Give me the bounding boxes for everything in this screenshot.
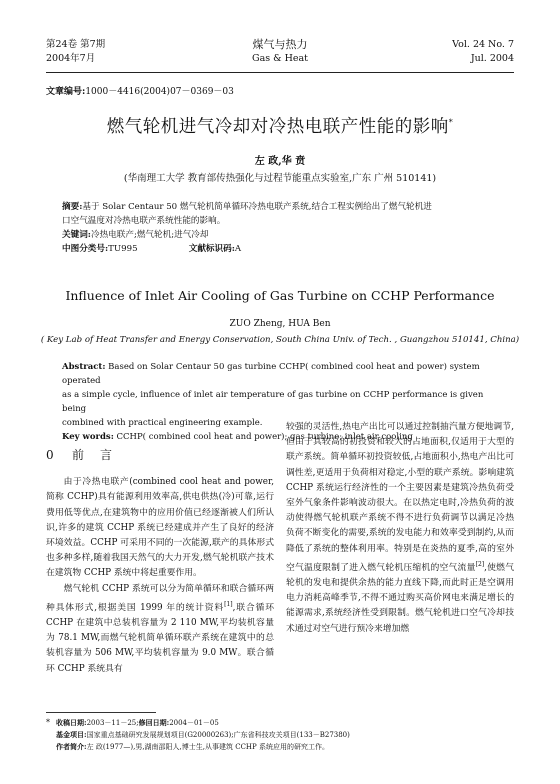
intro-paragraph-2a: 燃气轮机 CCHP 系统可以分为简单循环和联合循环两种具体形式,根据美国 1999 年的统计资料 (46, 583, 274, 613)
abstract-en-text2: as a simple cycle, influence of inlet air temperature of gas turbine on CCHP performance is given being (62, 390, 484, 414)
article-number-value: 1000－4416(2004)07－0369－03 (85, 87, 234, 97)
authors-cn: 左 政,华 贲 (254, 156, 306, 167)
footnote-rule (46, 712, 156, 713)
keywords-en-label: Key words: (62, 432, 114, 442)
doc-value: A (234, 244, 242, 254)
received-label: 收稿日期: (56, 718, 87, 727)
keywords-cn-label: 关键词: (62, 230, 91, 240)
clc-code (62, 242, 186, 256)
classification-row (62, 242, 498, 256)
right-paragraph-b: ,使燃气轮机的发电和提供余热的能力直线下降,而此时正是空调用电力消耗高峰季节,不得不通过购买高价网电来满足增长的能源需求,系统经济性受到限制。燃气轮机进口空气冷却技术通过对空气进行预冷来增加燃 (286, 562, 514, 634)
clc-label: 中图分类号: (62, 244, 109, 254)
footnote-bullet: * (46, 718, 50, 727)
journal-name-cn: 煤气与热力 (252, 38, 308, 51)
header-date-cn: 2004年7月 (46, 53, 96, 64)
intro-paragraph-2b: ,联合循环 CCHP 在建筑中总装机容量为 2 110 MW,平均装机容量为 78.1 MW,而燃气轮机简单循环联产系统在建筑中的总装机容量为 506 MW,平均装机容量为 9.0 MW。联合循环 CCHP 系统具有 (46, 602, 275, 674)
affiliation-cn: (华南理工大学 教育部传热强化与过程节能重点实验室,广东 广州 510141) (123, 173, 437, 184)
abstract-cn (62, 200, 498, 256)
header-rule (46, 72, 514, 73)
citation-ref-1: [1] (224, 600, 233, 608)
title-cn-text: 燃气轮机进气冷却对冷热电联产性能的影响 (106, 117, 449, 137)
section-number: 0 (46, 448, 54, 462)
abstract-en-label: Abstract: (62, 362, 106, 372)
abstract-cn-label: 摘要: (62, 202, 83, 212)
doc-code (189, 242, 241, 256)
right-column (286, 420, 514, 637)
fund-label: 基金项目: (56, 730, 87, 739)
abstract-en-line1 (62, 360, 498, 388)
authors-en: ZUO Zheng, HUA Ben (229, 319, 331, 329)
affiliation-en: ( Key Lab of Heat Transfer and Energy Conservation, South China Univ. of Tech. , Guangzhou 510141, China) (40, 335, 520, 345)
doc-label: 文献标识码: (188, 244, 235, 254)
keywords-cn-text: 冷热电联产;燃气轮机;进气冷却 (90, 230, 209, 240)
header-volume-en (452, 38, 514, 66)
title-cn (0, 113, 560, 138)
abstract-en-text3: combined with practical engineering example. (62, 418, 263, 428)
section-title: 前言 (72, 448, 129, 462)
citation-ref-2: [2] (475, 560, 485, 568)
intro-paragraph-2 (46, 582, 274, 677)
running-header (46, 38, 514, 72)
left-column (46, 448, 274, 677)
abstract-cn-text2: 口空气温度对冷热电联产系统性能的影响。 (62, 216, 226, 226)
footnote-dates (56, 717, 520, 729)
keywords-cn (62, 228, 498, 242)
abstract-en-text1: Based on Solar Centaur 50 gas turbine CCHP( combined cool heat and power) system operated (62, 362, 480, 386)
footnote-fund (56, 729, 520, 741)
revised-label: 修回日期: (138, 718, 170, 727)
fund-text: 国家重点基础研究发展规划项目(G20000263);广东省科技攻关项目(133－B27380) (86, 731, 350, 739)
received-date: 2003－11－25; (86, 719, 139, 727)
footnote-author (56, 741, 520, 753)
section-heading (46, 448, 274, 463)
clc-value: TU995 (108, 244, 138, 254)
header-journal (46, 38, 514, 66)
title-footnote-mark: * (448, 118, 454, 128)
abstract-cn-text1: 基于 Solar Centaur 50 燃气轮机简单循环冷热电联产系统,结合工程实例给出了燃气轮机进 (82, 202, 432, 212)
right-paragraph-a: 较强的灵活性,热电产出比可以通过控制抽汽量方便地调节,但由于其较高的初投资和较大的占地面积,仅适用于大型的联产系统。简单循环初投资较低,占地面积小,热电产出比可调性差,更适用于负荷相对稳定,小型的联产系统。影响建筑 CCHP 系统运行经济性的一个主要因素是建筑冷热负荷受室外气象条件影响波动很大。在以热定电时,冷热负荷的波动使得燃气轮机联产系统不得不进行负荷调节以满足冷热负荷不断变化的需要,系统的发电能力和效率受到制约,从而降低了系统的整体利用率。特别是在炎热的夏季,高的室外空气温度限制了进入燃气轮机压缩机的空气流量 (286, 422, 514, 573)
journal-name-en: Gas & Heat (251, 53, 308, 64)
footnote (46, 717, 520, 753)
author-bio-text: 左 政(1977—),男,湖南邵阳人,博士生,从事建筑 CCHP 系统应用的研究工作。 (86, 743, 329, 751)
article-number-label: 文章编号: (46, 87, 86, 97)
abstract-cn-line1 (62, 200, 498, 214)
header-volume-issue-cn: 第24卷 第7期 (46, 39, 106, 50)
author-bio-label: 作者简介: (56, 742, 87, 751)
right-paragraph (286, 420, 514, 637)
revised-date: 2004－01－05 (169, 719, 219, 727)
intro-paragraph-1: 由于冷热电联产(combined cool heat and power,简称 CCHP)具有能源利用效率高,供电供热(冷)可靠,运行费用低等优点,在建筑物中的应用价值已经逐渐被人们所认识,许多的建筑 CCHP 系统已经建成并产生了良好的经济环境效益。CCHP 可采用不同的一次能源,联产的具体形式也多种多样,随着我国天然气的大力开发,燃气轮机联产技术在建筑物 CCHP 系统中将起重要作用。 (46, 477, 274, 579)
article-number (46, 84, 234, 97)
title-en: Influence of Inlet Air Cooling of Gas Turbine on CCHP Performance (65, 288, 495, 303)
header-volume-issue-en: Vol. 24 No. 7 (452, 39, 514, 50)
header-date-en: Jul. 2004 (470, 53, 514, 64)
keywords-en-text: CCHP( combined cool heat and power); gas turbine; inlet air cooling (113, 432, 413, 442)
